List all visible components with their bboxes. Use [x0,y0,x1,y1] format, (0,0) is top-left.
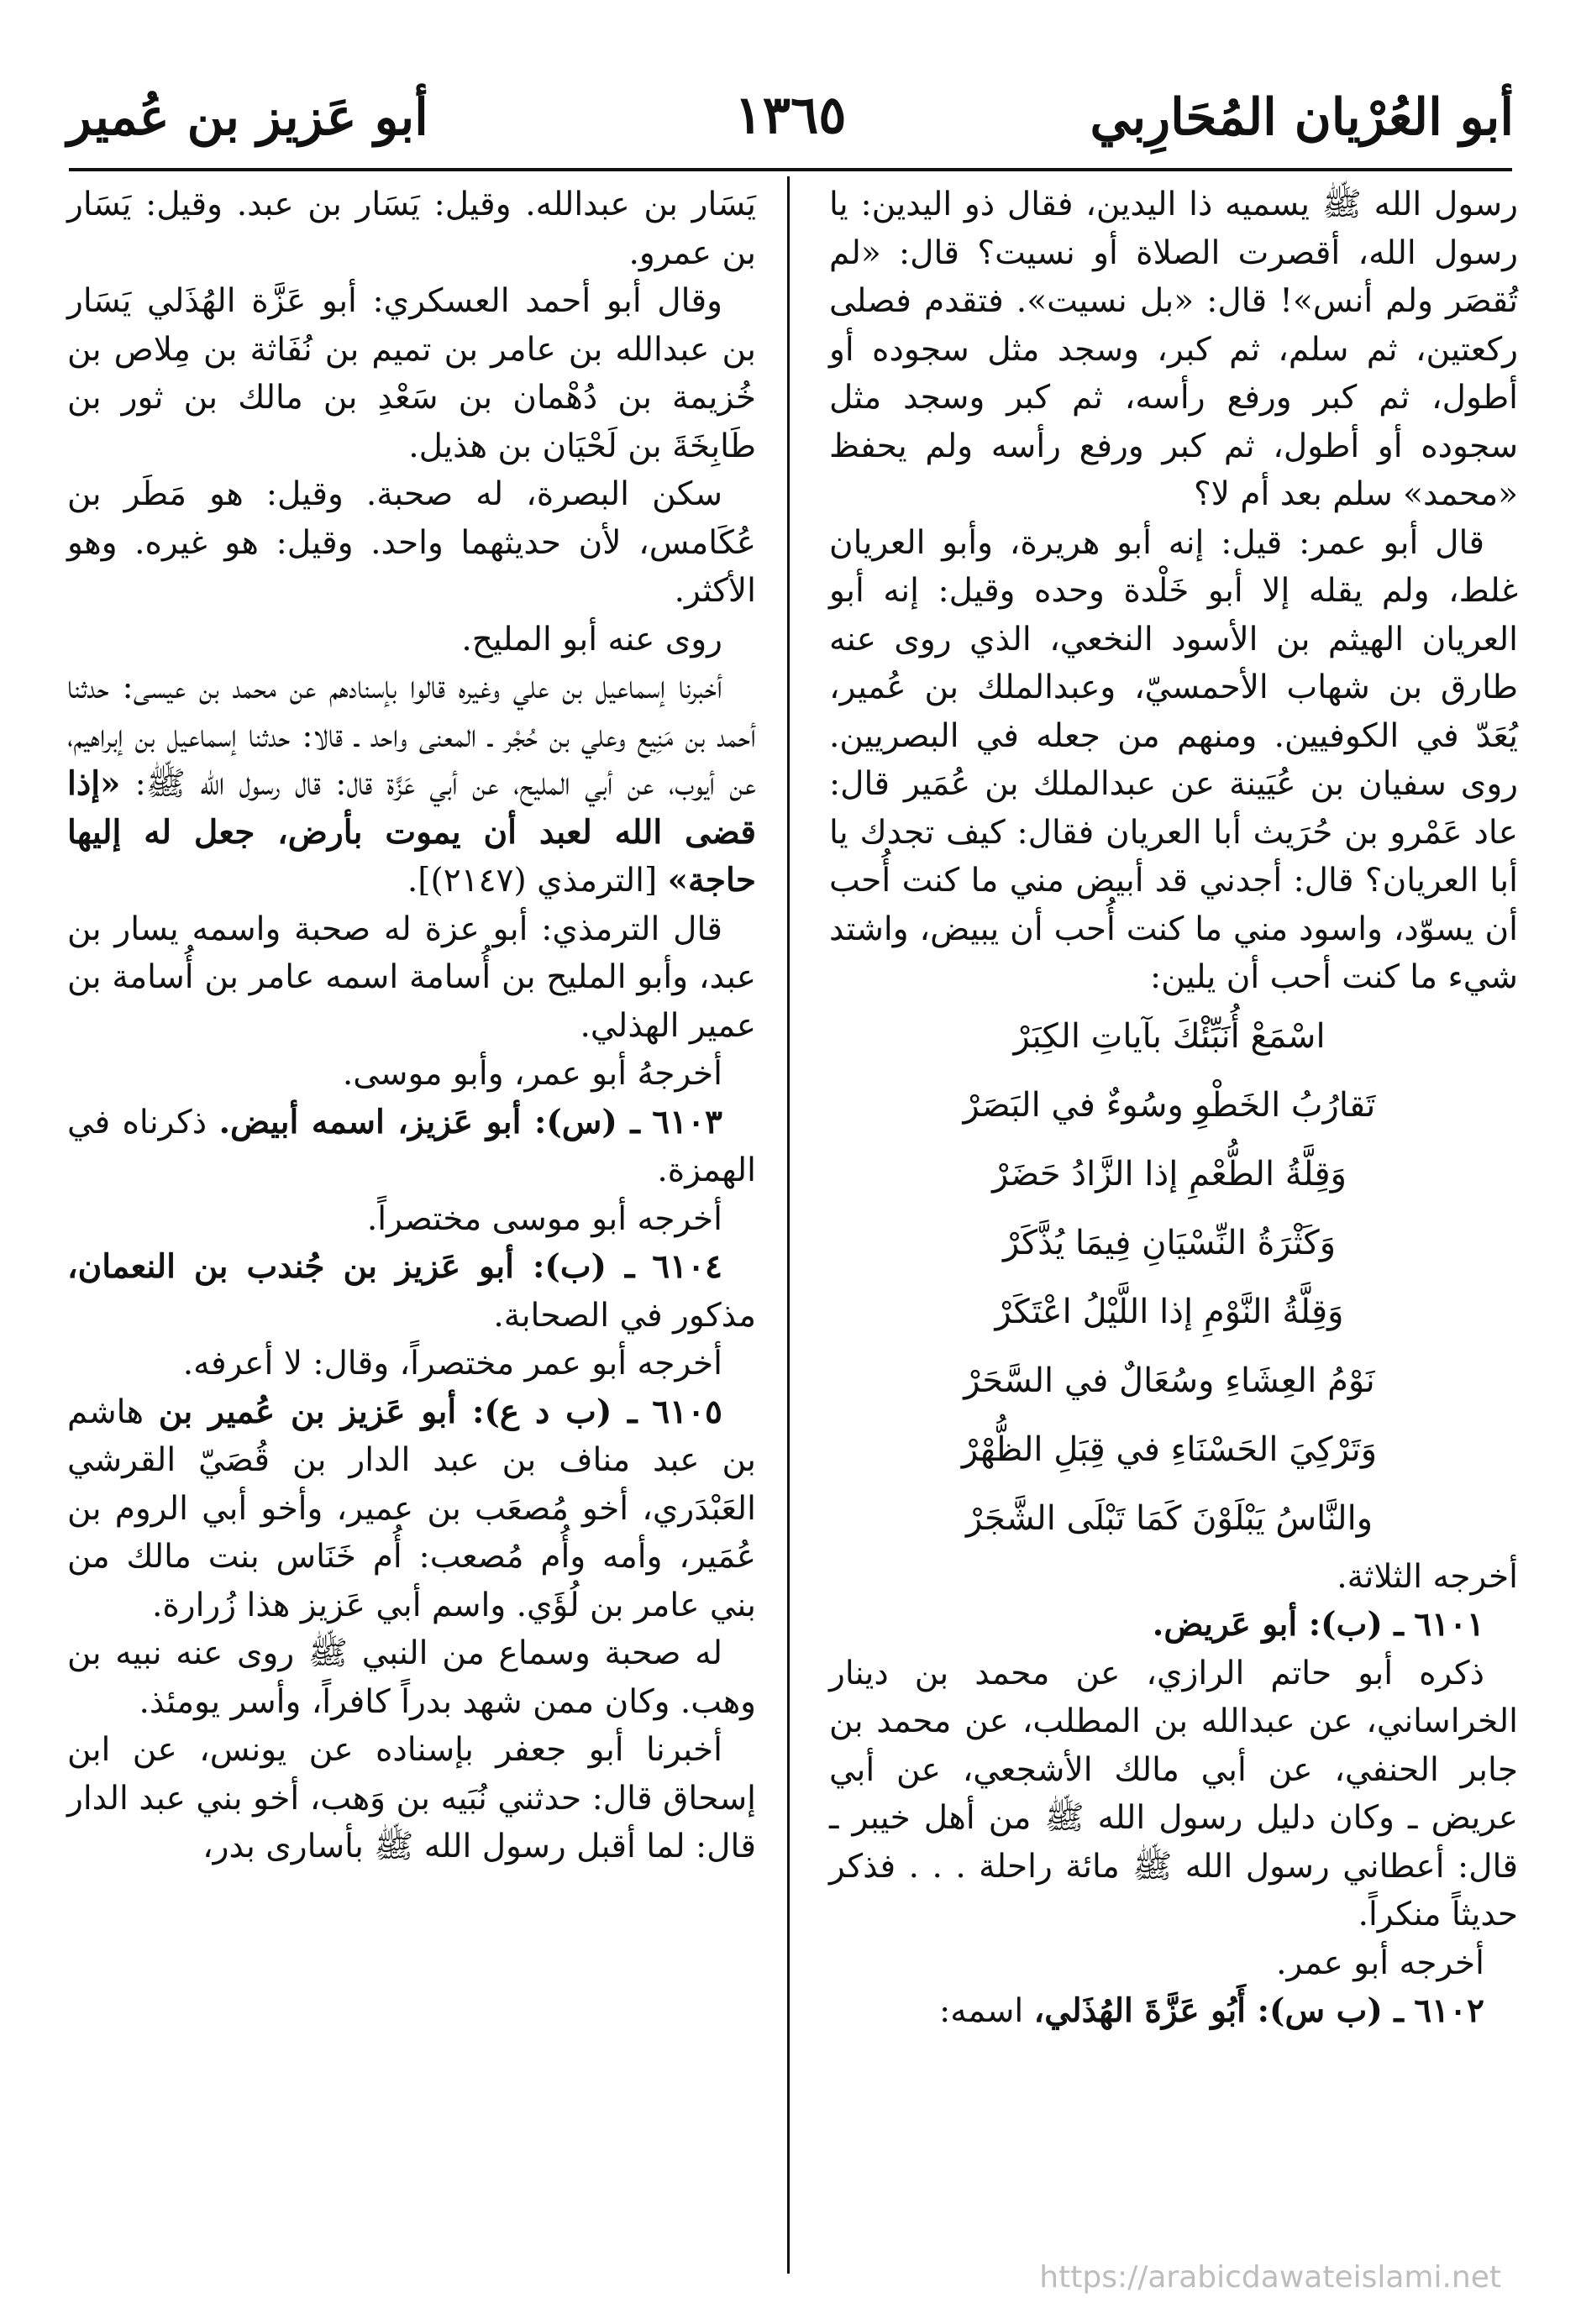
entry-number: ٦١٠٥ [652,1392,722,1431]
poem-verse: تَقارُبُ الخَطْوِ وسُوءٌ في البَصَرْ [963,1085,1376,1125]
right-column [829,181,1518,2036]
poem-verse: وَكَثْرَةُ النِّسْيَانِ فِيمَا يُذَّكَرْ [1002,1223,1337,1262]
running-title-left: أبو عَزيز بن عُمير [67,88,428,147]
paragraph: قال أبو عمر: قيل: إنه أبو هريرة، وأبو العريان غلط، ولم يقله إلا أبو خَلْدة وحده وقيل: إنه أبو العريان الهيثم بن الأسود النخعي، الذي روى عنه طارق بن شهاب الأحمسيّ، وعبدالملك بن عُمير، يُعَدّ في الكوفيين. ومنهم من جعله في البصريين. روى سفيان بن عُيَينة عن عبدالملك بن عُمَير قال: عاد عَمْرو بن حُرَيث أبا العريان فقال: كيف تجدك يا أبا العريان؟ قال: أجدني قد أبيض مني ما كنت أُحب أن يسوّد، واسود مني ما كنت أُحب أن يبيض، واشتد شيء ما كنت أحب أن يلين: [829,523,1518,996]
poem [829,1002,1518,1553]
paragraph: أخرجه أبو موسى مختصراً. [366,1199,722,1238]
entry-number: ٦١٠٤ [652,1247,723,1286]
paragraph: أخرجه الثلاثة. [1337,1557,1518,1596]
entry-heading [829,1601,1518,1650]
entry-text: ذكرناه في الهمزة. [67,1103,756,1189]
entry-title: ـ (ب): أبو عَزيز بن جُندب بن النعمان، [67,1247,635,1286]
hadith-isnad: أخبرنا إسماعيل بن علي وغيره قالوا بإسنادهم عن محمد بن عيسى: حدثنا أحمد بن مَنِيع وعلي بن حُجْر ـ المعنى واحد ـ قالا: حدثنا إسماعيل بن إبراهيم، عن أيوب، عن أبي المليح، عن أبي عَزَّة قال: قال رسول الله ﷺ: [67,669,756,803]
hadith-reference: [الترمذي (٢١٤٧)]. [407,862,668,900]
page-header [67,80,1514,164]
column-divider [787,176,790,2274]
paragraph: أخبرنا أبو جعفر بإسناده عن يونس، عن ابن إسحاق قال: حدثني نُبَيه بن وَهب، أخو بني عبد الدار قال: لما أقبل رسول الله ﷺ بأسارى بدر، [67,1731,756,1865]
entry-text: اسمه: [939,1992,1034,2030]
watermark: https://arabicdawateislami.net [1039,2260,1501,2295]
paragraph: سكن البصرة، له صحبة. وقيل: هو مَطَر بن عُكَامس، لأن حديثهما واحد. وقيل: هو غيره. وهو الأكثر. [67,475,756,610]
entry-title: ـ (ب): أبو عَريض. [1152,1605,1404,1644]
entry-number: ٦١٠٣ [652,1102,722,1141]
paragraph: يَسَار بن عبدالله. وقيل: يَسَار بن عبد. وقيل: يَسَار بن عمرو. [67,186,756,272]
poem-verse: نَوْمُ العِشَاءِ وسُعَالٌ في السَّحَرْ [964,1361,1375,1400]
poem-verse: اسْمَعْ أُنَبِّئْكَ بآياتِ الكِبَرْ [1013,1016,1326,1056]
entry-text: مذكور في الصحابة. [493,1296,756,1335]
paragraph: رسول الله ﷺ يسميه ذا اليدين، فقال ذو اليدين: يا رسول الله، أقصرت الصلاة أو نسيت؟ قال: «لم تُقصَر ولم أنس»! قال: «بل نسيت». فتقدم فصلى ركعتين، ثم سلم، ثم كبر، وسجد مثل سجوده أو أطول، ثم كبر ورفع رأسه، ثم كبر وسجد مثل سجوده أو أطول، ثم كبر ورفع رأسه ولم يحفظ «محمد» سلم بعد أم لا؟ [829,186,1518,513]
paragraph: أخرجه أبو عمر. [1276,1944,1484,1982]
entry-text: هاشم بن عبد مناف بن عبد الدار بن قُصَيّ القرشي العَبْدَري، أخو مُصعَب بن عمير، وأخو أبي الروم بن عُمَير، وأمه وأُم مُصعب: أُم خَنَاس بنت مالك من بني عامر بن لُؤَي. واسم أبي عَزيز هذا زُرارة. [67,1393,756,1624]
paragraph: أخرجه أبو عمر مختصراً، وقال: لا أعرفه. [182,1345,722,1382]
left-column [67,181,756,1871]
entry-heading [829,1987,1518,2036]
poem-verse: وَقِلَّةُ الطُّعْمِ إذا الزَّادُ حَضَرْ [992,1154,1347,1193]
paragraph [67,664,756,905]
poem-verse: وَقِلَّةُ النَّوْمِ إذا اللَّيْلُ اعْتَكَرْ [995,1292,1344,1331]
entry-heading [67,1243,756,1340]
hadith-text: «إذا قضى الله لعبد أن يموت بأرض، جعل له إليها حاجة» [67,764,756,900]
poem-verse: وَتَرْكِيَ الحَسْنَاءِ في قِبَلِ الظُّهْرْ [961,1430,1378,1469]
paragraph: قال الترمذي: أبو عزة له صحبة واسمه يسار بن عبد، وأبو المليح بن أُسامة اسمه عامر بن أُسامة بن عمير الهذلي. [67,910,756,1045]
page-number: ١٣٦٥ [734,84,847,145]
paragraph: روى عنه أبو المليح. [461,620,722,658]
header-rule [69,168,1512,171]
paragraph: ذكره أبو حاتم الرازي، عن محمد بن دينار الخراساني، عن عبدالله بن المطلب، عن محمد بن جابر الحنفي، عن أبي مالك الأشجعي، عن أبي عريض ـ وكان دليل رسول الله ﷺ من أهل خيبر ـ قال: أعطاني رسول الله ﷺ مائة راحلة . . . فذكر حديثاً منكراً. [829,1654,1518,1933]
entry-title: ـ (ب د ع): أبو عَزيز بن عُمير بن [158,1392,638,1431]
entry-title: ـ (ب س): أَبُو عَزَّةَ الهُذَلي، [1033,1991,1404,2030]
entry-title: ـ (س): أبو عَزيز، اسمه أبيض. [218,1102,640,1141]
entry-number: ٦١٠٢ [1414,1991,1484,2030]
paragraph: وقال أبو أحمد العسكري: أبو عَزَّة الهُذَلي يَسَار بن عبدالله بن عامر بن تميم بن نُفَاثة بن مِلاص بن خُزيمة بن دُهْمان بن سَعْدِ بن مالك بن ثور بن طَابِخَةَ بن لَحْيَان بن هذيل. [67,282,756,465]
paragraph: له صحبة وسماع من النبي ﷺ روى عنه نبيه بن وهب. وكان ممن شهد بدراً كافراً، وأسر يومئذ. [67,1634,756,1721]
paragraph: أخرجهُ أبو عمر، وأبو موسى. [342,1055,722,1093]
poem-verse: والنَّاسُ يَبْلَوْنَ كَمَا تَبْلَى الشَّجَرْ [965,1498,1374,1538]
entry-heading [67,1099,756,1195]
running-title-right: أبو العُرْيان المُحَارِبي [1090,88,1514,147]
entry-heading [67,1388,756,1630]
entry-number: ٦١٠١ [1414,1605,1484,1644]
